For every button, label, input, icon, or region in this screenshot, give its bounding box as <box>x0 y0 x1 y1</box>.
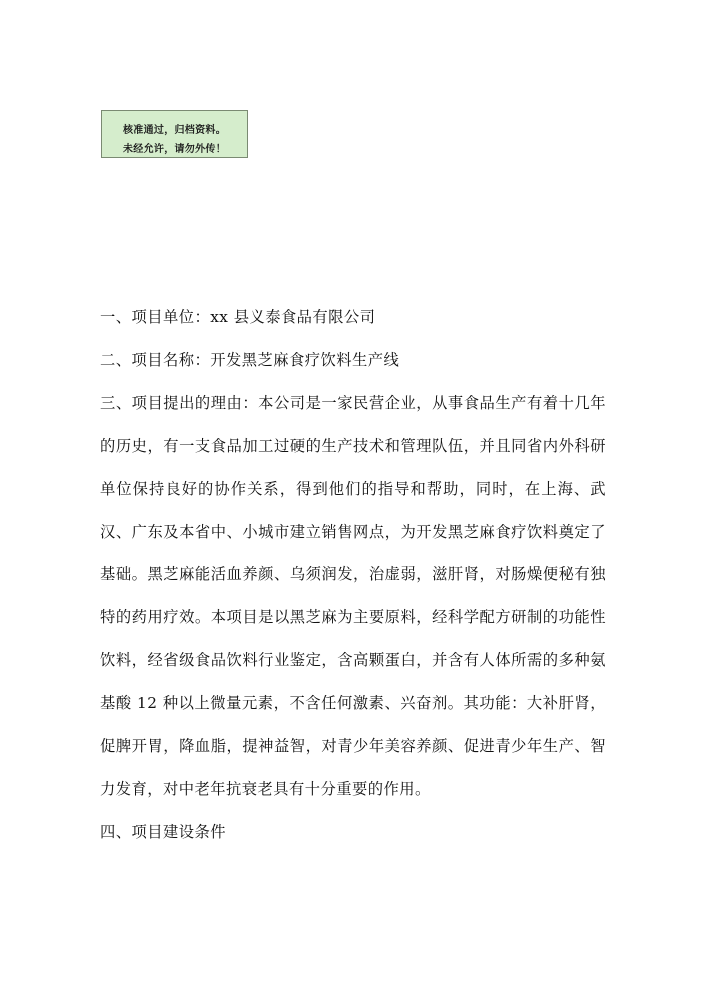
project-conditions-heading: 四、项目建设条件 <box>100 822 226 841</box>
project-rationale: 三、项目提出的理由：本公司是一家民营企业，从事食品生产有着十几年的历史，有一支食品加工过硬的生产技术和管理队伍，并且同省内外科研单位保持良好的协作关系，得到他们的指导和帮助，同时，在上海、武汉、广东及本省中、小城市建立销售网点，为开发黑芝麻食疗饮料奠定了基础。黑芝麻能活血养颜、乌须润发，治虚弱，滋肝肾，对肠燥便秘有独特的药用疗效。本项目是以黑芝麻为主要原料，经科学配方研制的功能性饮料，经省级食品饮料行业鉴定，含高颗蛋白，并含有人体所需的多种氨基酸 12 种以上微量元素，不含任何激素、兴奋剂。其功能：大补肝肾，促脾开胃，降血脂，提神益智，对青少年美容养颜、促进青少年生产、智力发育，对中老年抗衰老具有十分重要的作用。 <box>100 393 606 798</box>
project-name: 二、项目名称：开发黑芝麻食疗饮料生产线 <box>100 350 400 369</box>
stamp-line-confidential: 未经允许，请勿外传！ <box>123 144 226 155</box>
archive-stamp <box>101 110 248 158</box>
document-body <box>100 296 606 854</box>
stamp-line-approved: 核准通过，归档资料。 <box>123 125 226 136</box>
project-unit: 一、项目单位：xx 县义泰食品有限公司 <box>100 308 376 326</box>
